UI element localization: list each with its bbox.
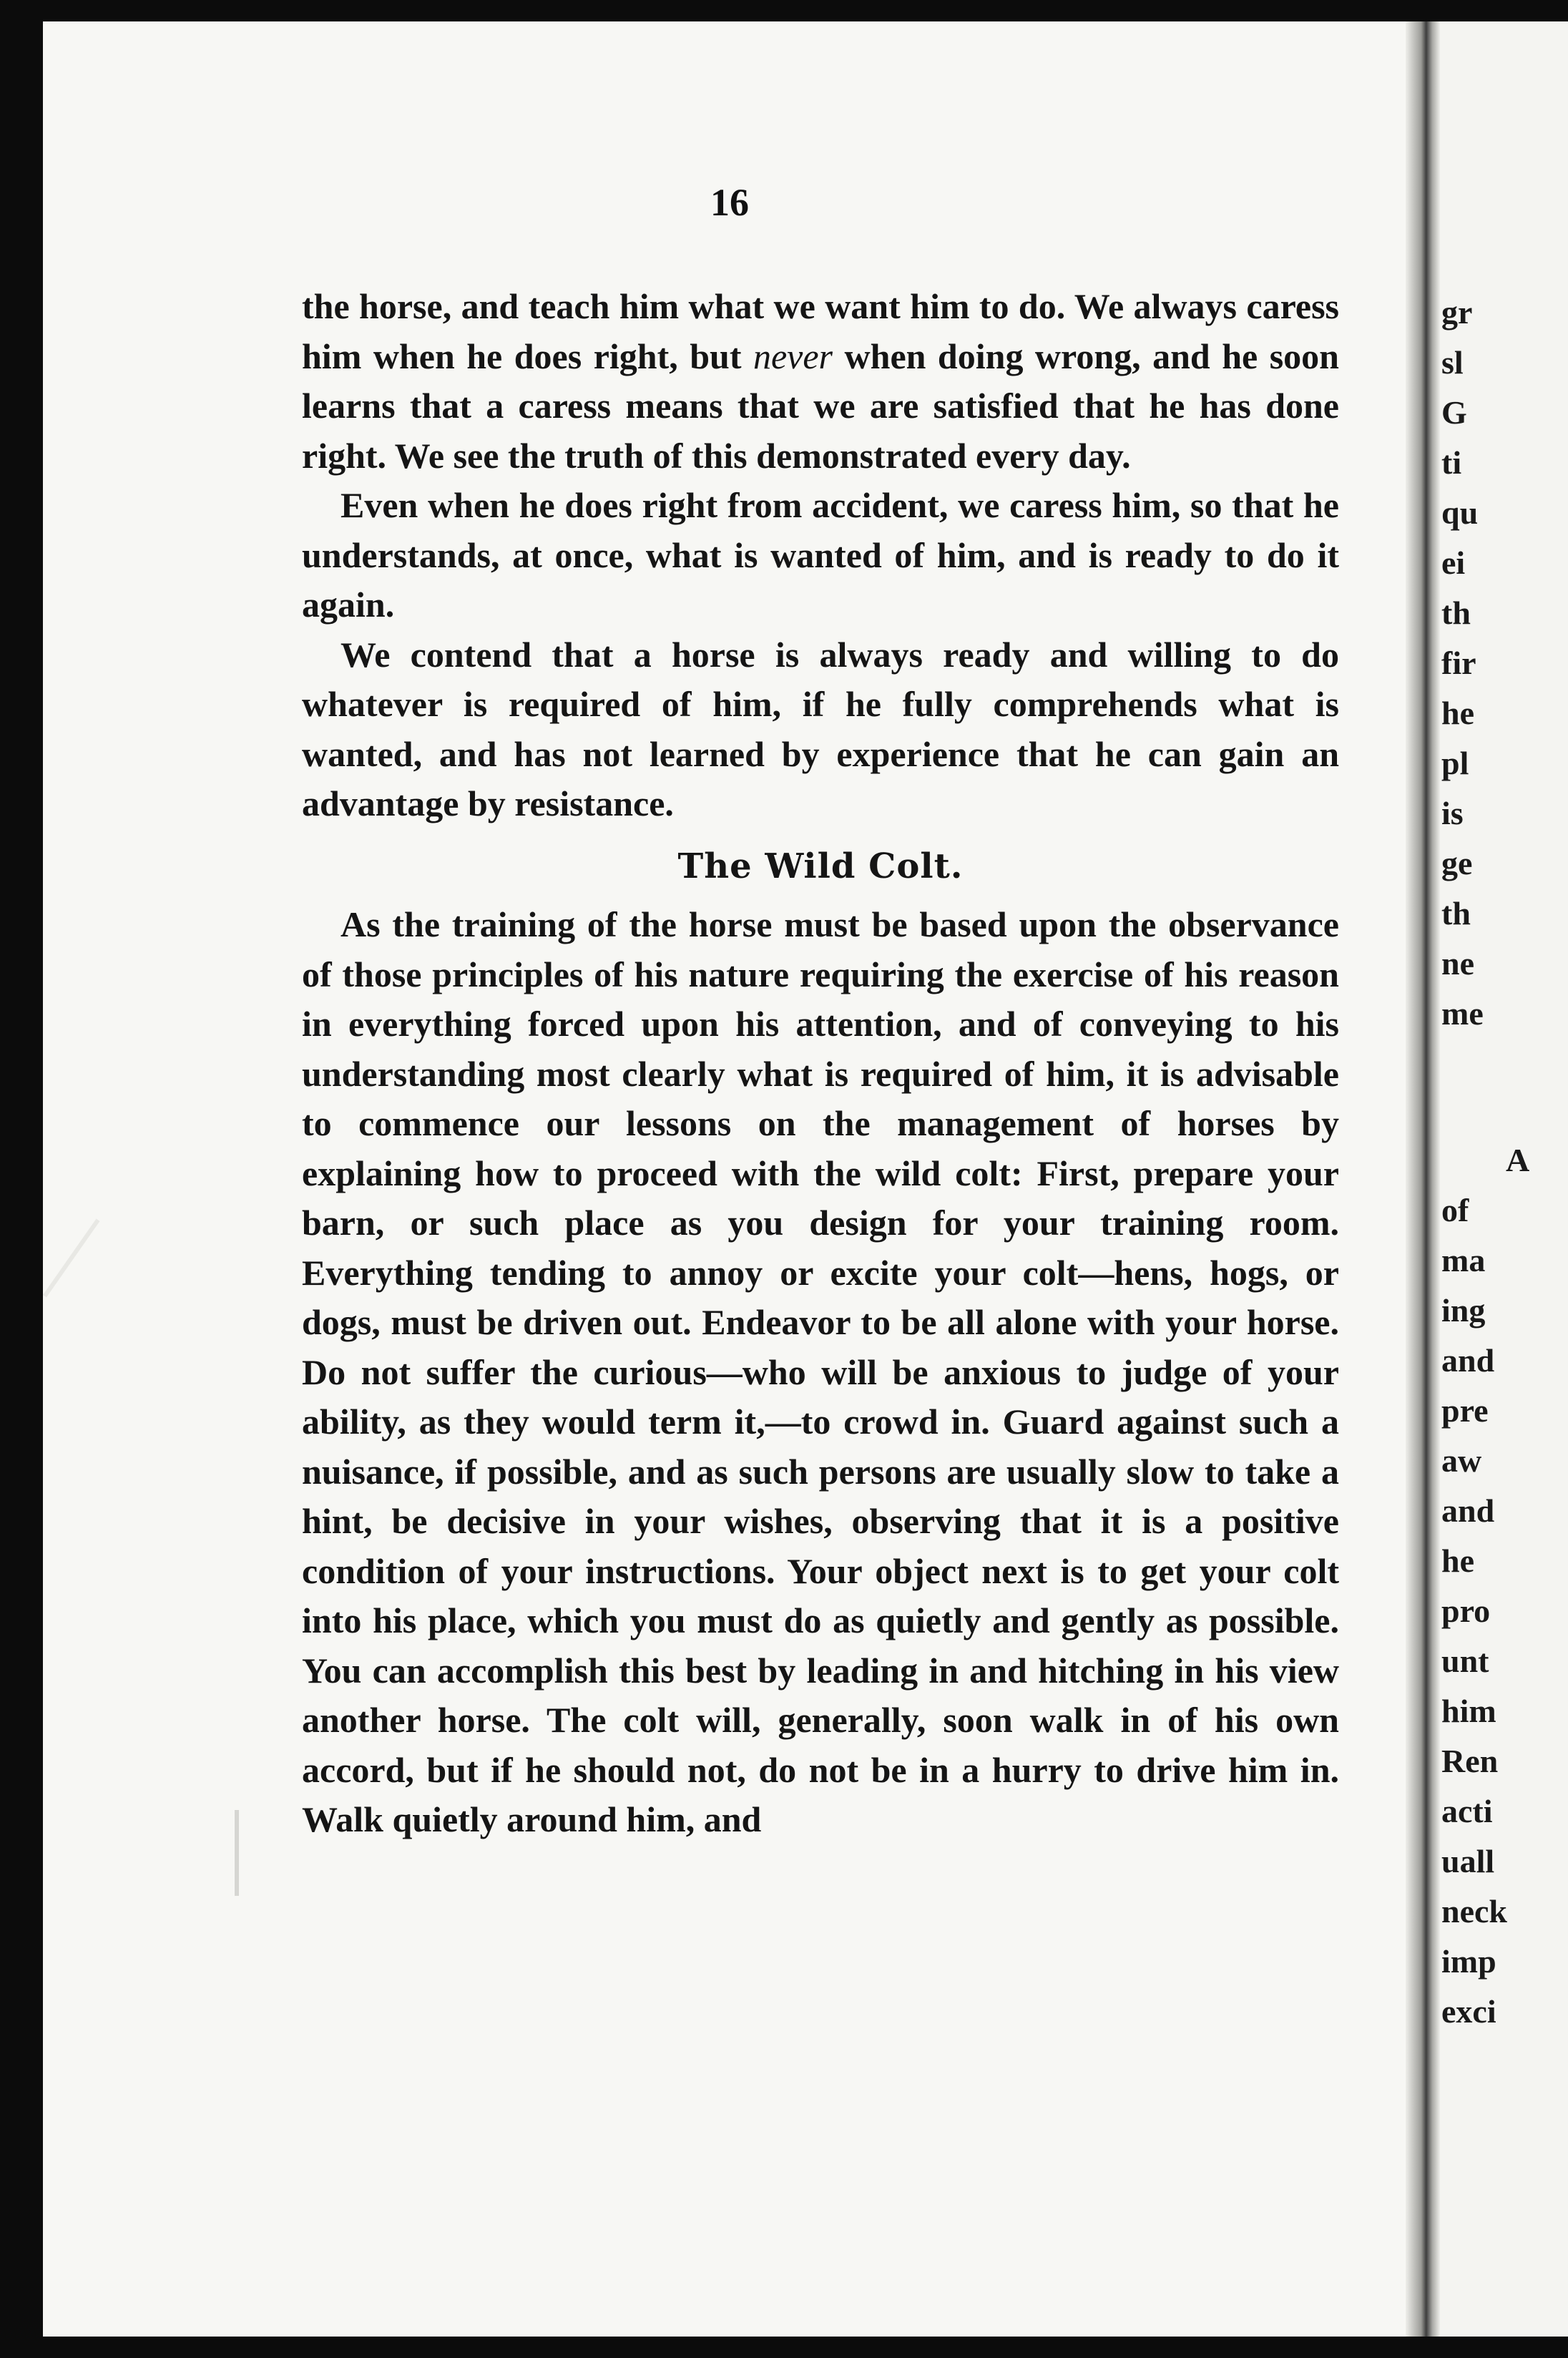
facing-page-fragment: imp: [1441, 1943, 1496, 1980]
body-text: [302, 282, 1339, 1845]
facing-page-fragment: pre: [1441, 1392, 1489, 1429]
facing-page-fragment: sl: [1441, 344, 1464, 381]
section-heading: The Wild Colt.: [677, 846, 964, 886]
page-crease: [43, 1219, 99, 1298]
facing-page-fragment: is: [1441, 795, 1464, 831]
book-gutter: [1406, 21, 1440, 2337]
paragraph-text: when doing wrong, and he soon learns that a caress means that we are satisfied that he has done right. We see the truth of this demonstrated every day.: [302, 336, 1339, 476]
paragraph: Even when he does right from accident, we caress him, so that he understands, at once, what is wanted of him, and is ready to do it again.: [302, 485, 1339, 625]
facing-page-fragment: th: [1441, 595, 1471, 631]
facing-page-fragment: uall: [1441, 1843, 1495, 1879]
facing-page: [1440, 21, 1568, 2337]
paragraph-text: the horse, and teach him what we want him to do. We always caress him when he does right, but: [302, 286, 1339, 376]
paragraph: We contend that a horse is always ready and willing to do whatever is required of him, if he fully comprehends what is wanted, and has not learned by experience that he can gain an advantage by resistance.: [302, 634, 1339, 823]
facing-page-fragment: and: [1441, 1342, 1495, 1379]
section-paragraph: As the training of the horse must be based upon the observance of those principles of his nature requiring the exercise of his reason in everything forced upon his attention, and of conveying to his understanding most clearly what is required of him, it is advisable to commence our lessons on the management of horses by explaining how to proceed with the wild colt: First, prepare your barn, or such place as you design for your training room. Everything tending to annoy or excite your colt—hens, hogs, or dogs, must be driven out. Endeavor to be all alone with your horse. Do not suffer the curious—who will be anxious to judge of your ability, as they would term it,—to crowd in. Guard against such a nuisance, if possible, and as such persons are usually slow to take a hint, be decisive in your wishes, observing that it is a positive condition of your instructions. Your object next is to get your colt into his place, which you must do as quietly and gently as possible. You can accomplish this best by leading in and hitching in his view another horse. The colt will, generally, soon walk in of his own accord, but if he should not, do not be in a hurry to drive him in. Walk quietly around him, and: [302, 904, 1339, 1839]
facing-page-fragment: him: [1441, 1693, 1496, 1729]
facing-page-fragment: unt: [1441, 1643, 1489, 1679]
facing-page-fragment: A: [1506, 1142, 1530, 1178]
facing-page-fragment: ma: [1441, 1242, 1486, 1278]
facing-page-fragment: exci: [1441, 1993, 1496, 2030]
facing-page-fragment: gr: [1441, 294, 1473, 331]
facing-page-fragment: aw: [1441, 1442, 1482, 1479]
facing-page-fragment: th: [1441, 895, 1471, 931]
facing-page-fragment: neck: [1441, 1893, 1507, 1929]
facing-page-fragment: G: [1441, 394, 1467, 431]
facing-page-fragment: me: [1441, 995, 1484, 1032]
facing-page-fragment: pl: [1441, 745, 1469, 781]
facing-page-fragment: pro: [1441, 1593, 1491, 1629]
scanned-book-spread: [43, 21, 1568, 2337]
facing-page-fragment: fir: [1441, 645, 1476, 681]
facing-page-fragment: ei: [1441, 544, 1466, 581]
left-page: [43, 21, 1416, 2337]
facing-page-fragment: he: [1441, 695, 1474, 731]
facing-page-fragment: he: [1441, 1542, 1474, 1579]
facing-page-fragment: acti: [1441, 1793, 1493, 1829]
paragraph-continued: [302, 282, 1339, 481]
page-smudge: [235, 1810, 239, 1896]
page-number: 16: [710, 181, 749, 224]
facing-page-fragment: qu: [1441, 494, 1479, 531]
facing-page-fragment: and: [1441, 1492, 1495, 1529]
facing-page-fragment: ne: [1441, 945, 1474, 982]
facing-page-fragment: ing: [1441, 1292, 1486, 1329]
facing-page-fragment: Ren: [1441, 1743, 1499, 1779]
facing-page-fragment: ge: [1441, 845, 1473, 881]
emphasized-word: never: [753, 336, 833, 376]
facing-page-fragment: of: [1441, 1192, 1469, 1228]
facing-page-fragment: ti: [1441, 444, 1462, 481]
